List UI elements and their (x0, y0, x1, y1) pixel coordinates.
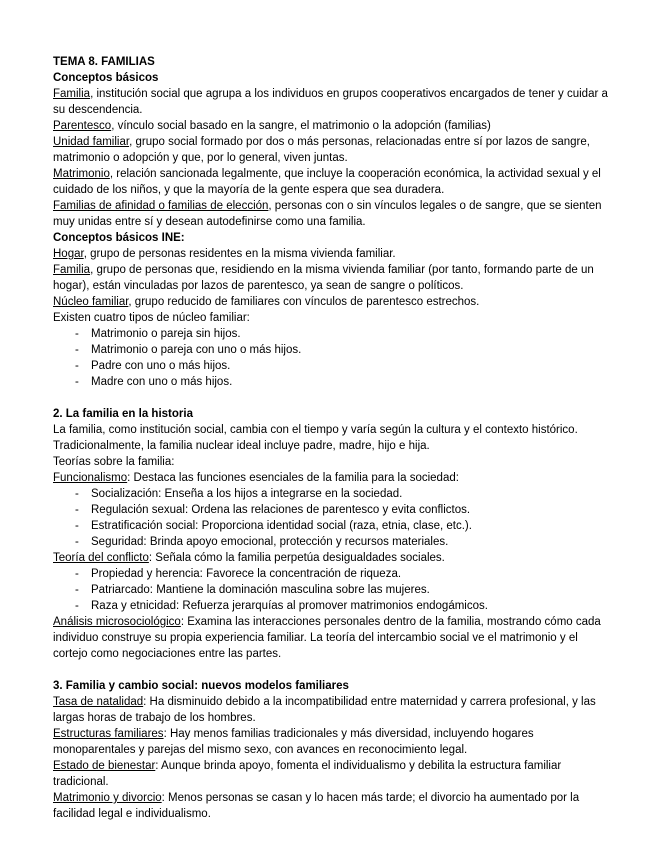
term: Familia (53, 264, 91, 276)
term: Familia (53, 88, 91, 100)
definition-hogar (53, 246, 615, 262)
list-item: - Socialización: Enseña a los hijos a integrarse en la sociedad. (75, 486, 615, 502)
term: Unidad familiar (53, 136, 130, 148)
term: Análisis microsociológico (53, 616, 181, 628)
theory-conflicto (53, 550, 615, 566)
section-heading-cambio-social: 3. Familia y cambio social: nuevos modelos familiares (53, 680, 349, 692)
section-heading-conceptos: Conceptos básicos (53, 72, 159, 84)
theories-intro: Teorías sobre la familia: (53, 456, 175, 468)
term: Hogar (53, 248, 84, 260)
list-item: - Madre con uno o más hijos. (75, 374, 615, 390)
term: Teoría del conflicto (53, 552, 149, 564)
definition-text: : Ha disminuido debido a la incompatibilidad entre maternidad y carrera profesional, y las largas horas de trabajo de los hombres. (53, 696, 596, 724)
spacer (53, 662, 615, 678)
term: Parentesco (53, 120, 112, 132)
definition-text: , personas con o sin vínculos legales o de sangre, que se sienten muy unidas entre sí y desean autodefinirse como una familia. (53, 200, 602, 228)
list-item: - Estratificación social: Proporciona identidad social (raza, etnia, clase, etc.). (75, 518, 615, 534)
definition-text: , grupo social formado por dos o más personas, relacionadas entre sí por lazos de sangre, matrimonio o adopción y que, por lo general, viven juntas. (53, 136, 590, 164)
term: Tasa de natalidad (53, 696, 144, 708)
definition-text: , institución social que agrupa a los individuos en grupos cooperativos encargados de tener y cuidar a su descendencia. (53, 88, 608, 116)
definition-text: : Hay menos familias tradicionales y más diversidad, incluyendo hogares monoparentales y parejas del mismo sexo, con avances en reconocimiento legal. (53, 728, 534, 756)
section-heading-ine: Conceptos básicos INE: (53, 232, 185, 244)
definition-familia-ine (53, 262, 615, 294)
definition-text: : Menos personas se casan y lo hacen más tarde; el divorcio ha aumentado por la facilidad legal e individualismo. (53, 792, 580, 820)
list-item: - Regulación sexual: Ordena las relaciones de parentesco y evita conflictos. (75, 502, 615, 518)
definition-text: : Destaca las funciones esenciales de la familia para la sociedad: (127, 472, 459, 484)
historia-intro: La familia, como institución social, cambia con el tiempo y varía según la cultura y el contexto histórico. Tradicionalmente, la familia nuclear ideal incluye padre, madre, hijo e hija. (53, 424, 578, 452)
spacer (53, 390, 615, 406)
term: Matrimonio (53, 168, 110, 180)
term: Matrimonio y divorcio (53, 792, 162, 804)
list-item: - Padre con uno o más hijos. (75, 358, 615, 374)
list-item: - Matrimonio o pareja sin hijos. (75, 326, 615, 342)
section-heading-historia: 2. La familia en la historia (53, 408, 193, 420)
definition-estructuras-familiares (53, 726, 615, 758)
definition-parentesco (53, 118, 615, 134)
term: Familias de afinidad o familias de elección (53, 200, 269, 212)
term: Funcionalismo (53, 472, 128, 484)
definition-familias-afinidad (53, 198, 615, 230)
definition-text: : Examina las interacciones personales dentro de la familia, mostrando cómo cada individuo construye su propia experiencia familiar. La teoría del intercambio social ve el matrimonio y el cortejo como negociaciones entre las partes. (53, 616, 601, 660)
list-item: - Patriarcado: Mantiene la dominación masculina sobre las mujeres. (75, 582, 615, 598)
definition-familia (53, 86, 615, 118)
list-item: - Seguridad: Brinda apoyo emocional, protección y recursos materiales. (75, 534, 615, 550)
definition-text: , grupo de personas residentes en la misma vivienda familiar. (83, 248, 396, 260)
theory-microsociologico (53, 614, 615, 662)
nucleo-intro: Existen cuatro tipos de núcleo familiar: (53, 312, 250, 324)
conflicto-list (53, 566, 615, 614)
nucleo-types-list (53, 326, 615, 390)
definition-unidad-familiar (53, 134, 615, 166)
term: Estado de bienestar (53, 760, 156, 772)
term: Núcleo familiar (53, 296, 129, 308)
definition-text: : Aunque brinda apoyo, fomenta el individualismo y debilita la estructura familiar tradicional. (53, 760, 562, 788)
definition-text: , relación sancionada legalmente, que incluye la cooperación económica, la actividad sexual y el cuidado de los niños, y que la mayoría de la gente espera que sea duradera. (53, 168, 601, 196)
definition-estado-bienestar (53, 758, 615, 790)
definition-matrimonio (53, 166, 615, 198)
definition-matrimonio-divorcio (53, 790, 615, 822)
definition-text: , grupo reducido de familiares con vínculos de parentesco estrechos. (128, 296, 480, 308)
definition-text: , grupo de personas que, residiendo en la misma vivienda familiar (por tanto, formando parte de un hogar), están vinculadas por lazos de parentesco, ya sean de sangre o políticos. (53, 264, 594, 292)
list-item: - Raza y etnicidad: Refuerza jerarquías al promover matrimonios endogámicos. (75, 598, 615, 614)
definition-text: , vínculo social basado en la sangre, el matrimonio o la adopción (familias) (111, 120, 491, 132)
list-item: - Matrimonio o pareja con uno o más hijos. (75, 342, 615, 358)
definition-nucleo-familiar (53, 294, 615, 310)
term: Estructuras familiares (53, 728, 164, 740)
list-item: - Propiedad y herencia: Favorece la concentración de riqueza. (75, 566, 615, 582)
doc-title: TEMA 8. FAMILIAS (53, 56, 155, 68)
definition-tasa-natalidad (53, 694, 615, 726)
funcionalismo-list (53, 486, 615, 550)
theory-funcionalismo (53, 470, 615, 486)
definition-text: : Señala cómo la familia perpetúa desigualdades sociales. (148, 552, 445, 564)
